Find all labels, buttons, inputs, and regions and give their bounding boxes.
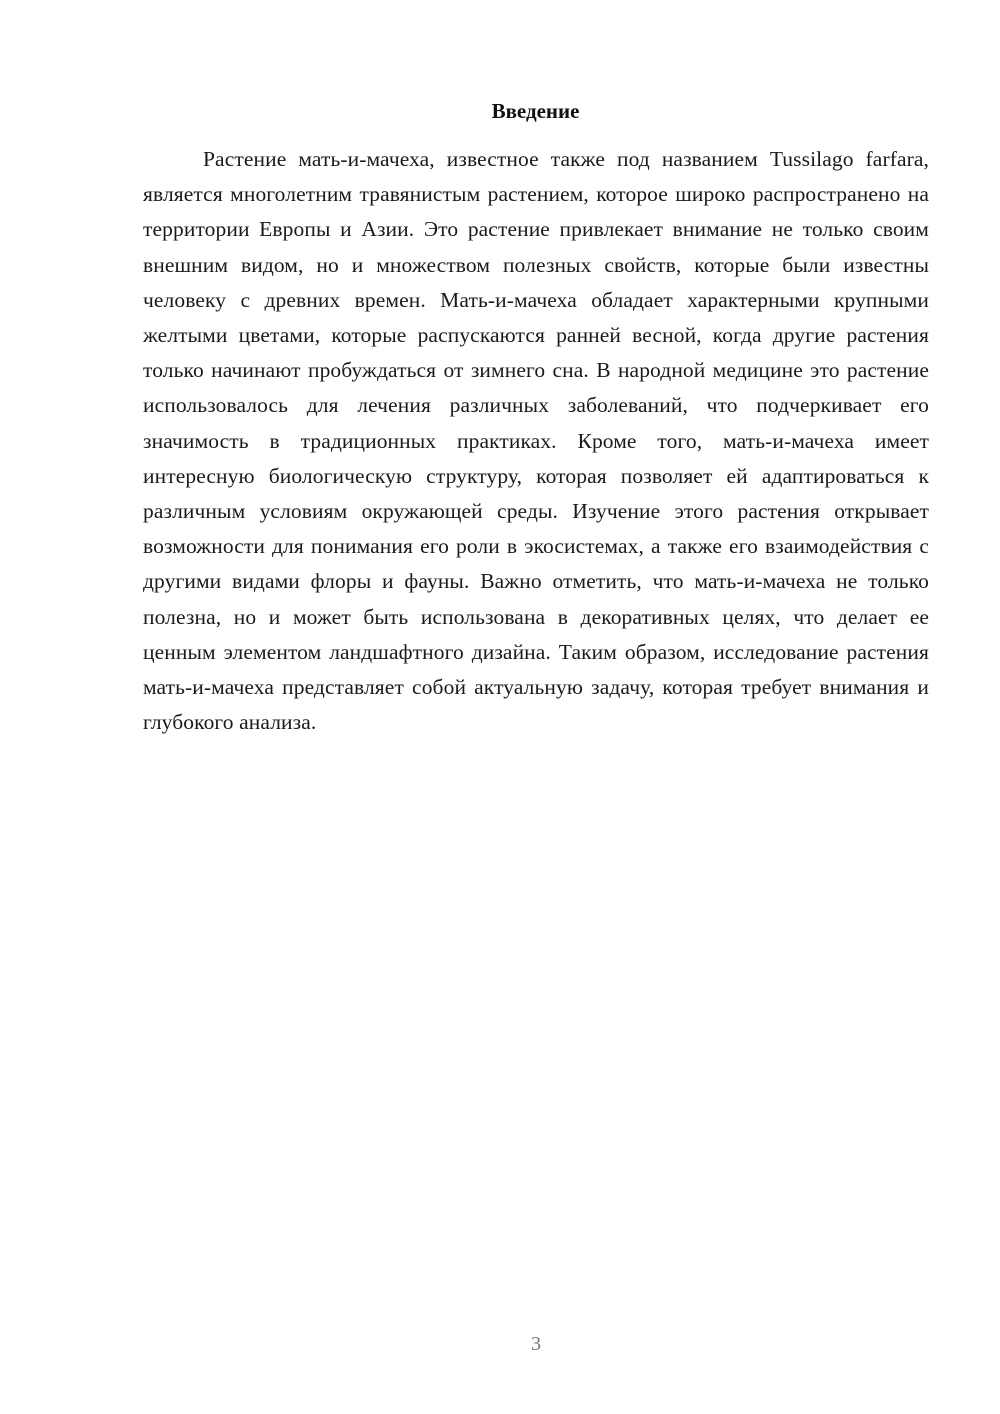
section-title: Введение [491, 99, 580, 123]
paragraph: Растение мать-и-мачеха, известное также под названием Tussilago farfara, является многолетним травянистым растением, которое широко распространено на территории Европы и Азии. Это растение привлекает внимание не только своим внешним видом, но и множеством полезных свойств, которые были известны человеку с древних времен. Мать-и-мачеха обладает характерными крупными желтыми цветами, которые распускаются ранней весной, когда другие растения только начинают пробуждаться от зимнего сна. В народной медицине это растение использовалось для лечения различных заболеваний, что подчеркивает его значимость в традиционных практиках. Кроме того, мать-и-мачеха имеет интересную биологическую структуру, которая позволяет ей адаптироваться к различным условиям окружающей среды. Изучение этого растения открывает возможности для понимания его роли в экосистемах, а также его взаимодействия с другими видами флоры и фауны. Важно отметить, что мать-и-мачеха не только полезна, но и может быть использована в декоративных целях, что делает ее ценным элементом ландшафтного дизайна. Таким образом, исследование растения мать-и-мачеха представляет собой актуальную задачу, которая требует внимания и глубокого анализа. [143, 147, 929, 735]
page-number: 3 [531, 1333, 541, 1355]
